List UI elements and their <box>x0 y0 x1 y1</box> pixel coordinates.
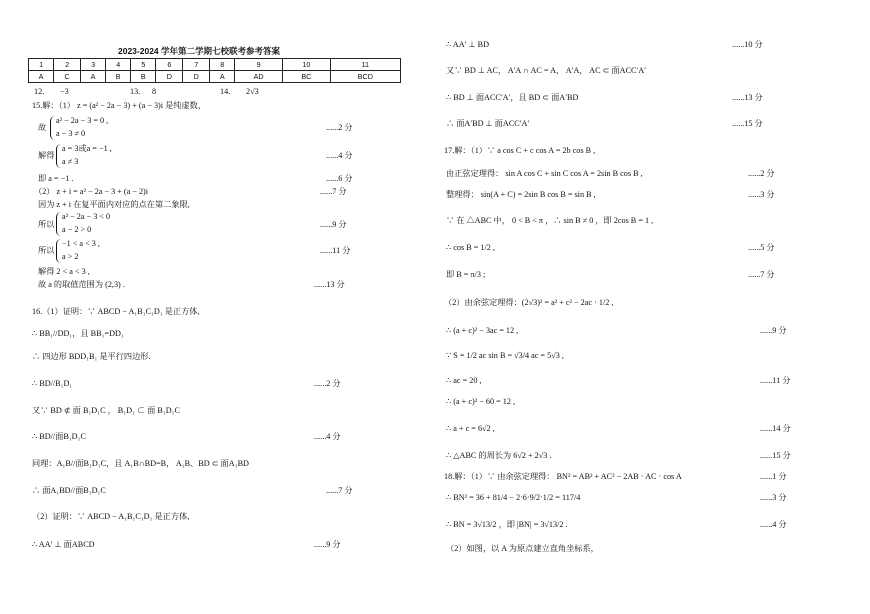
score-mark: ......4 分 <box>314 432 341 441</box>
table-cell: 7 <box>183 59 210 71</box>
solution-line: 故 a 的取值范围为 (2,3) . <box>38 280 125 289</box>
solution-line: ∴ (a + c)² − 3ac = 12 , <box>446 326 519 335</box>
solution-line: 15.解：（1） z = (a² − 2a − 3) + (a − 3)i 是纯虚数， <box>32 101 207 110</box>
score-mark: ......13 分 <box>314 280 345 289</box>
score-mark: ......15 分 <box>732 119 763 128</box>
solution-line: 由正弦定理得： sin A cos C + sin C cos A = 2sin B cos B , <box>446 169 643 178</box>
solution-line: ∵ S = 1/2 ac sin B = √3/4 ac = 5√3 , <box>446 351 564 360</box>
table-cell: 5 <box>131 59 156 71</box>
score-mark: ......2 分 <box>748 169 775 178</box>
brace-icon <box>56 144 61 168</box>
score-mark: ......9 分 <box>314 540 341 549</box>
blank-number: 13. <box>130 87 141 96</box>
line-prefix: 所以 <box>38 246 55 255</box>
answer-table-answer-row <box>29 71 401 83</box>
line-prefix: 所以 <box>38 220 55 229</box>
score-mark: ......14 分 <box>760 424 791 433</box>
solution-line: ∴ (a + c)² − 60 = 12 , <box>446 397 516 406</box>
brace-icon <box>50 116 55 140</box>
solution-line: （2）如图，以 A 为原点建立直角坐标系， <box>446 544 599 553</box>
solution-line: ∴ △ABC 的周长为 6√2 + 2√3 . <box>446 451 552 460</box>
solution-line: a > 2 <box>62 252 79 261</box>
table-cell: A <box>81 71 106 83</box>
solution-line: ∵ 在 △ABC 中， 0 < B < π ，∴ sin B ≠ 0 ，即 2cos B = 1 , <box>446 216 654 225</box>
table-cell: BC <box>282 71 330 83</box>
blank-number: 12. <box>34 87 45 96</box>
score-mark: ......4 分 <box>326 151 353 160</box>
score-mark: ......11 分 <box>320 246 351 255</box>
solution-line: 17.解：（1）∵ a cos C + c cos A = 2b cos B , <box>444 146 596 155</box>
solution-line: 18.解：（1）∵ 由余弦定理得： BN² = AB² + AC² − 2AB · AC · cos A <box>444 472 682 481</box>
solution-line: ∴ BD ⊥ 面ACC′A′，且 BD ⊂ 面A′BD <box>446 93 579 102</box>
solution-line: （2）由余弦定理得：(2√3)² = a² + c² − 2ac · 1/2 , <box>444 298 614 307</box>
solution-line: a² − 2a − 3 = 0 , <box>56 116 109 125</box>
solution-line: 同理：A₁B//面B₁D₁C，且 A₁B∩BD=B， A₁B、BD ⊂ 面A₁BD <box>32 459 249 468</box>
solution-line: a = 3或a = −1 , <box>62 144 112 153</box>
score-mark: ......5 分 <box>748 243 775 252</box>
solution-line: ∴ 面A₁BD//面B₁D₁C <box>32 486 106 495</box>
solution-line: ∴ ac = 20 , <box>446 376 482 385</box>
solution-line: −1 < a < 3 , <box>62 239 100 248</box>
solution-line: ∴ 面A′BD ⊥ 面ACC′A′ <box>446 119 530 128</box>
answer-table-number-row <box>29 59 401 71</box>
solution-line: a − 3 ≠ 0 <box>56 129 86 138</box>
line-prefix: 解得 <box>38 151 55 160</box>
table-cell: A <box>210 71 235 83</box>
solution-line: 因为 z + i 在复平面内对应的点在第二象限, <box>38 200 190 209</box>
blank-number: 14. <box>220 87 231 96</box>
table-cell: 4 <box>106 59 131 71</box>
solution-line: ∴ BD//B₁D₁ <box>32 379 73 388</box>
solution-line: ∴ AA′ ⊥ BD <box>446 40 490 49</box>
blank-answer: −3 <box>60 87 69 96</box>
score-mark: ......6 分 <box>326 174 353 183</box>
table-cell: 1 <box>29 59 54 71</box>
score-mark: ......3 分 <box>748 190 775 199</box>
score-mark: ......9 分 <box>760 326 787 335</box>
table-cell: D <box>183 71 210 83</box>
line-prefix: 故 <box>38 123 47 132</box>
brace-icon <box>56 212 61 236</box>
table-cell: 8 <box>210 59 235 71</box>
score-mark: ......13 分 <box>732 93 763 102</box>
table-cell: BCD <box>330 71 400 83</box>
table-cell: B <box>131 71 156 83</box>
table-cell: 3 <box>81 59 106 71</box>
solution-line: ∴ 四边形 BDD₁B₁ 是平行四边形. <box>32 352 151 361</box>
solution-line: ∴ BN = 3√13/2 ，即 |BN| = 3√13/2 . <box>446 520 568 529</box>
score-mark: ......10 分 <box>732 40 763 49</box>
score-mark: ......4 分 <box>760 520 787 529</box>
solution-line: 解得 2 < a < 3 , <box>38 267 90 276</box>
table-cell: D <box>156 71 183 83</box>
score-mark: ......2 分 <box>314 379 341 388</box>
solution-line: ∴ cos B = 1/2 , <box>446 243 495 252</box>
table-cell: A <box>29 71 54 83</box>
solution-line: （2） z + i = a² − 2a − 3 + (a − 2)i <box>34 187 149 196</box>
table-cell: C <box>54 71 81 83</box>
score-mark: ......2 分 <box>326 123 353 132</box>
score-mark: ......11 分 <box>760 376 791 385</box>
blank-answer: 8 <box>152 87 157 96</box>
table-cell: 2 <box>54 59 81 71</box>
solution-line: （2）证明：∵ ABCD − A₁B₁C₁D₁ 是正方体, <box>32 512 190 521</box>
solution-line: a² − 2a − 3 < 0 <box>62 212 111 221</box>
solution-line: 即 a = −1 . <box>38 174 74 183</box>
solution-line: 16.（1）证明：∵ ABCD − A₁B₁C₁D₁ 是正方体, <box>32 307 200 316</box>
solution-line: ∴ AA′ ⊥ 面ABCD <box>32 540 95 549</box>
solution-line: ∴ a + c = 6√2 , <box>446 424 495 433</box>
table-cell: 11 <box>330 59 400 71</box>
solution-line: 又∵ BD ⊥ AC， A′A ∩ AC = A， A′A， AC ⊂ 面ACC′A′ <box>446 66 647 75</box>
score-mark: ......1 分 <box>760 472 787 481</box>
answer-table <box>28 58 401 83</box>
solution-line: ∴ BN² = 36 + 81/4 − 2·6·9/2·1/2 = 117/4 <box>446 493 581 502</box>
score-mark: ......15 分 <box>760 451 791 460</box>
score-mark: ......7 分 <box>326 486 353 495</box>
score-mark: ......7 分 <box>748 270 775 279</box>
table-cell: 10 <box>282 59 330 71</box>
solution-line: a ≠ 3 <box>62 157 79 166</box>
brace-icon <box>56 239 61 263</box>
solution-line: 又∵ BD ⊄ 面 B₁D₁C ， B₁D₁ ⊂ 面 B₁D₁C <box>32 406 180 415</box>
score-mark: ......7 分 <box>320 187 347 196</box>
solution-line: 整理得： sin(A + C) = 2sin B cos B = sin B , <box>446 190 596 199</box>
blank-answer: 2√3 <box>246 87 259 96</box>
table-cell: B <box>106 71 131 83</box>
score-mark: ......3 分 <box>760 493 787 502</box>
score-mark: ......9 分 <box>320 220 347 229</box>
table-cell: AD <box>235 71 283 83</box>
table-cell: 9 <box>235 59 283 71</box>
solution-line: ∴ BB₁//DD₁，且 BB₁=DD₁ <box>32 329 124 338</box>
table-cell: 6 <box>156 59 183 71</box>
solution-line: 即 B = π/3 ; <box>446 270 486 279</box>
page-title: 2023-2024 学年第二学期七校联考参考答案 <box>118 46 281 56</box>
solution-line: ∴ BD//面B₁D₁C <box>32 432 86 441</box>
solution-line: a − 2 > 0 <box>62 225 92 234</box>
